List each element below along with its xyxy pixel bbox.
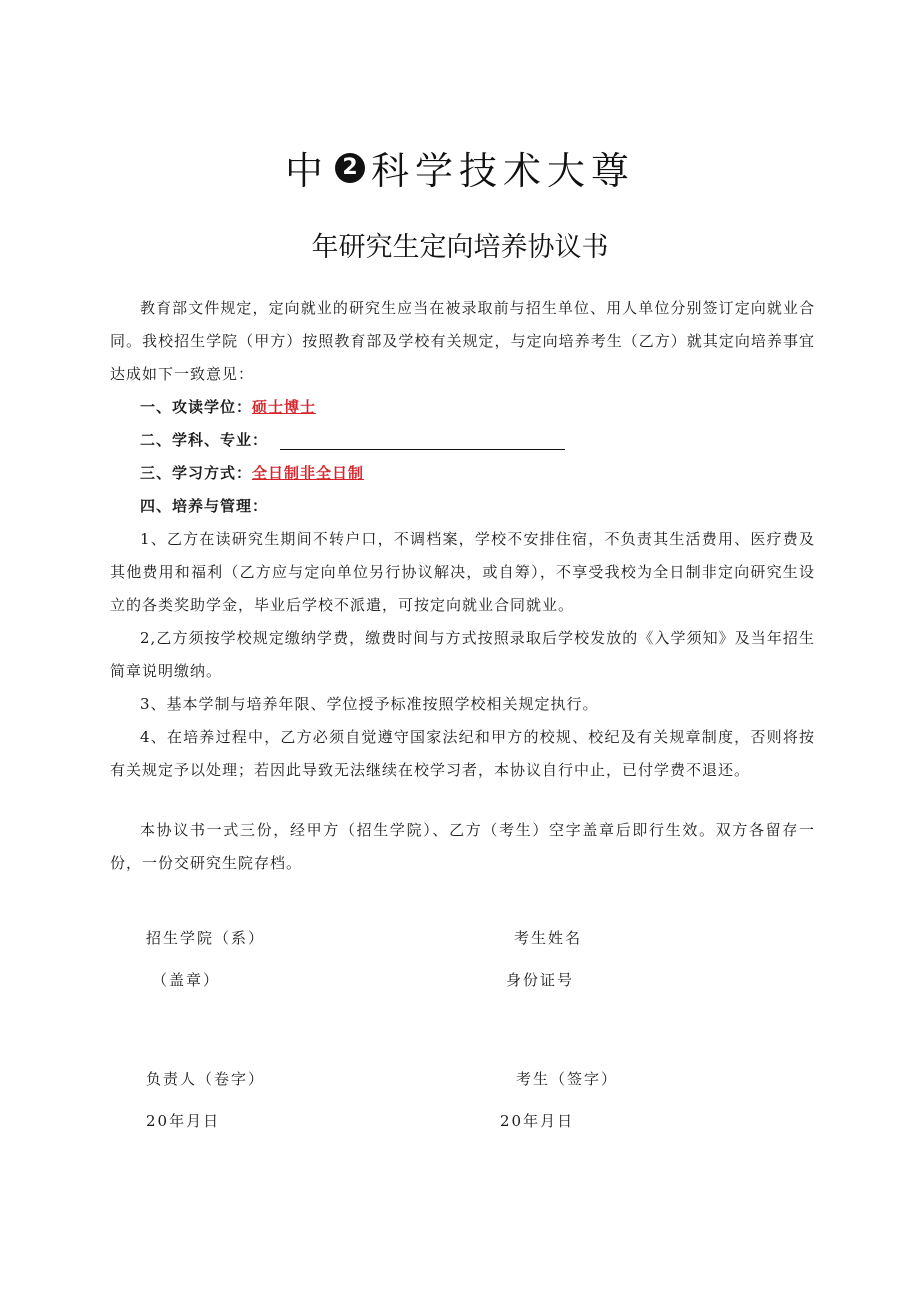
university-name-part1: 中 [284,149,329,193]
left-date: 20年月日 [146,1112,221,1130]
degree-item [110,391,815,424]
study-mode-label: 三、学习方式： [140,464,253,482]
major-blank-line [280,433,565,450]
study-mode-item [110,457,815,490]
degree-value: 硕士博士 [252,398,317,416]
circled-number: 2 [335,153,365,183]
responsible-person-label: 负责人（卷字） [146,1070,266,1088]
clause-4: 4、在培养过程中，乙方必须自觉遵守国家法纪和甲方的校规、校纪及有关规章制度，否则将按有关规定予以处理；若因此导致无法继续在校学习者，本协议自行中止，已付学费不退还。 [110,728,815,779]
university-name-part2: 科学技术大尊 [371,149,636,193]
university-name [0,140,920,195]
intro-section [110,292,815,391]
degree-label: 一、攻读学位： [140,398,253,416]
terms-list [110,391,815,787]
right-date: 20年月日 [500,1112,575,1130]
candidate-sign-label: 考生（签字） [516,1070,619,1088]
study-mode-value: 全日制非全日制 [252,464,365,482]
closing-paragraph: 本协议书一式三份，经甲方（招生学院）、乙方（考生）空字盖章后即行生效。双方各留存一份，一份交研究生院存档。 [110,821,815,872]
intro-paragraph: 教育部文件规定，定向就业的研究生应当在被录取前与招生单位、用人单位分别签订定向就业合同。我校招生学院（甲方）按照教育部及学校有关规定，与定向培养考生（乙方）就其定向培养事宜达成如下一致意见： [110,299,815,383]
college-label: 招生学院（系） [146,929,266,947]
closing-section [110,814,815,880]
clause-3: 3、基本学制与培养年限、学位授予标准按照学校相关规定执行。 [140,695,599,713]
clause-1: 1、乙方在读研究生期间不转户口，不调档案，学校不安排住宿，不负责其生活费用、医疗费及其他费用和福利（乙方应与定向单位另行协议解决，或自筹），不享受我校为全日制非定向研究生设立的各类奖助学金，毕业后学校不派遣，可按定向就业合同就业。 [110,530,815,614]
clause-2: 2,乙方须按学校规定缴纳学费，缴费时间与方式按照录取后学校发放的《入学须知》及当年招生简章说明缴纳。 [110,629,815,680]
document-title: 年研究生定向培养协议书 [311,232,609,263]
major-item [110,424,815,457]
seal-label: （盖章） [152,971,221,989]
management-label: 四、培养与管理： [140,497,269,515]
id-number-label: 身份证号 [506,971,575,989]
candidate-name-label: 考生姓名 [514,929,583,947]
major-label: 二、学科、专业： [140,431,269,449]
